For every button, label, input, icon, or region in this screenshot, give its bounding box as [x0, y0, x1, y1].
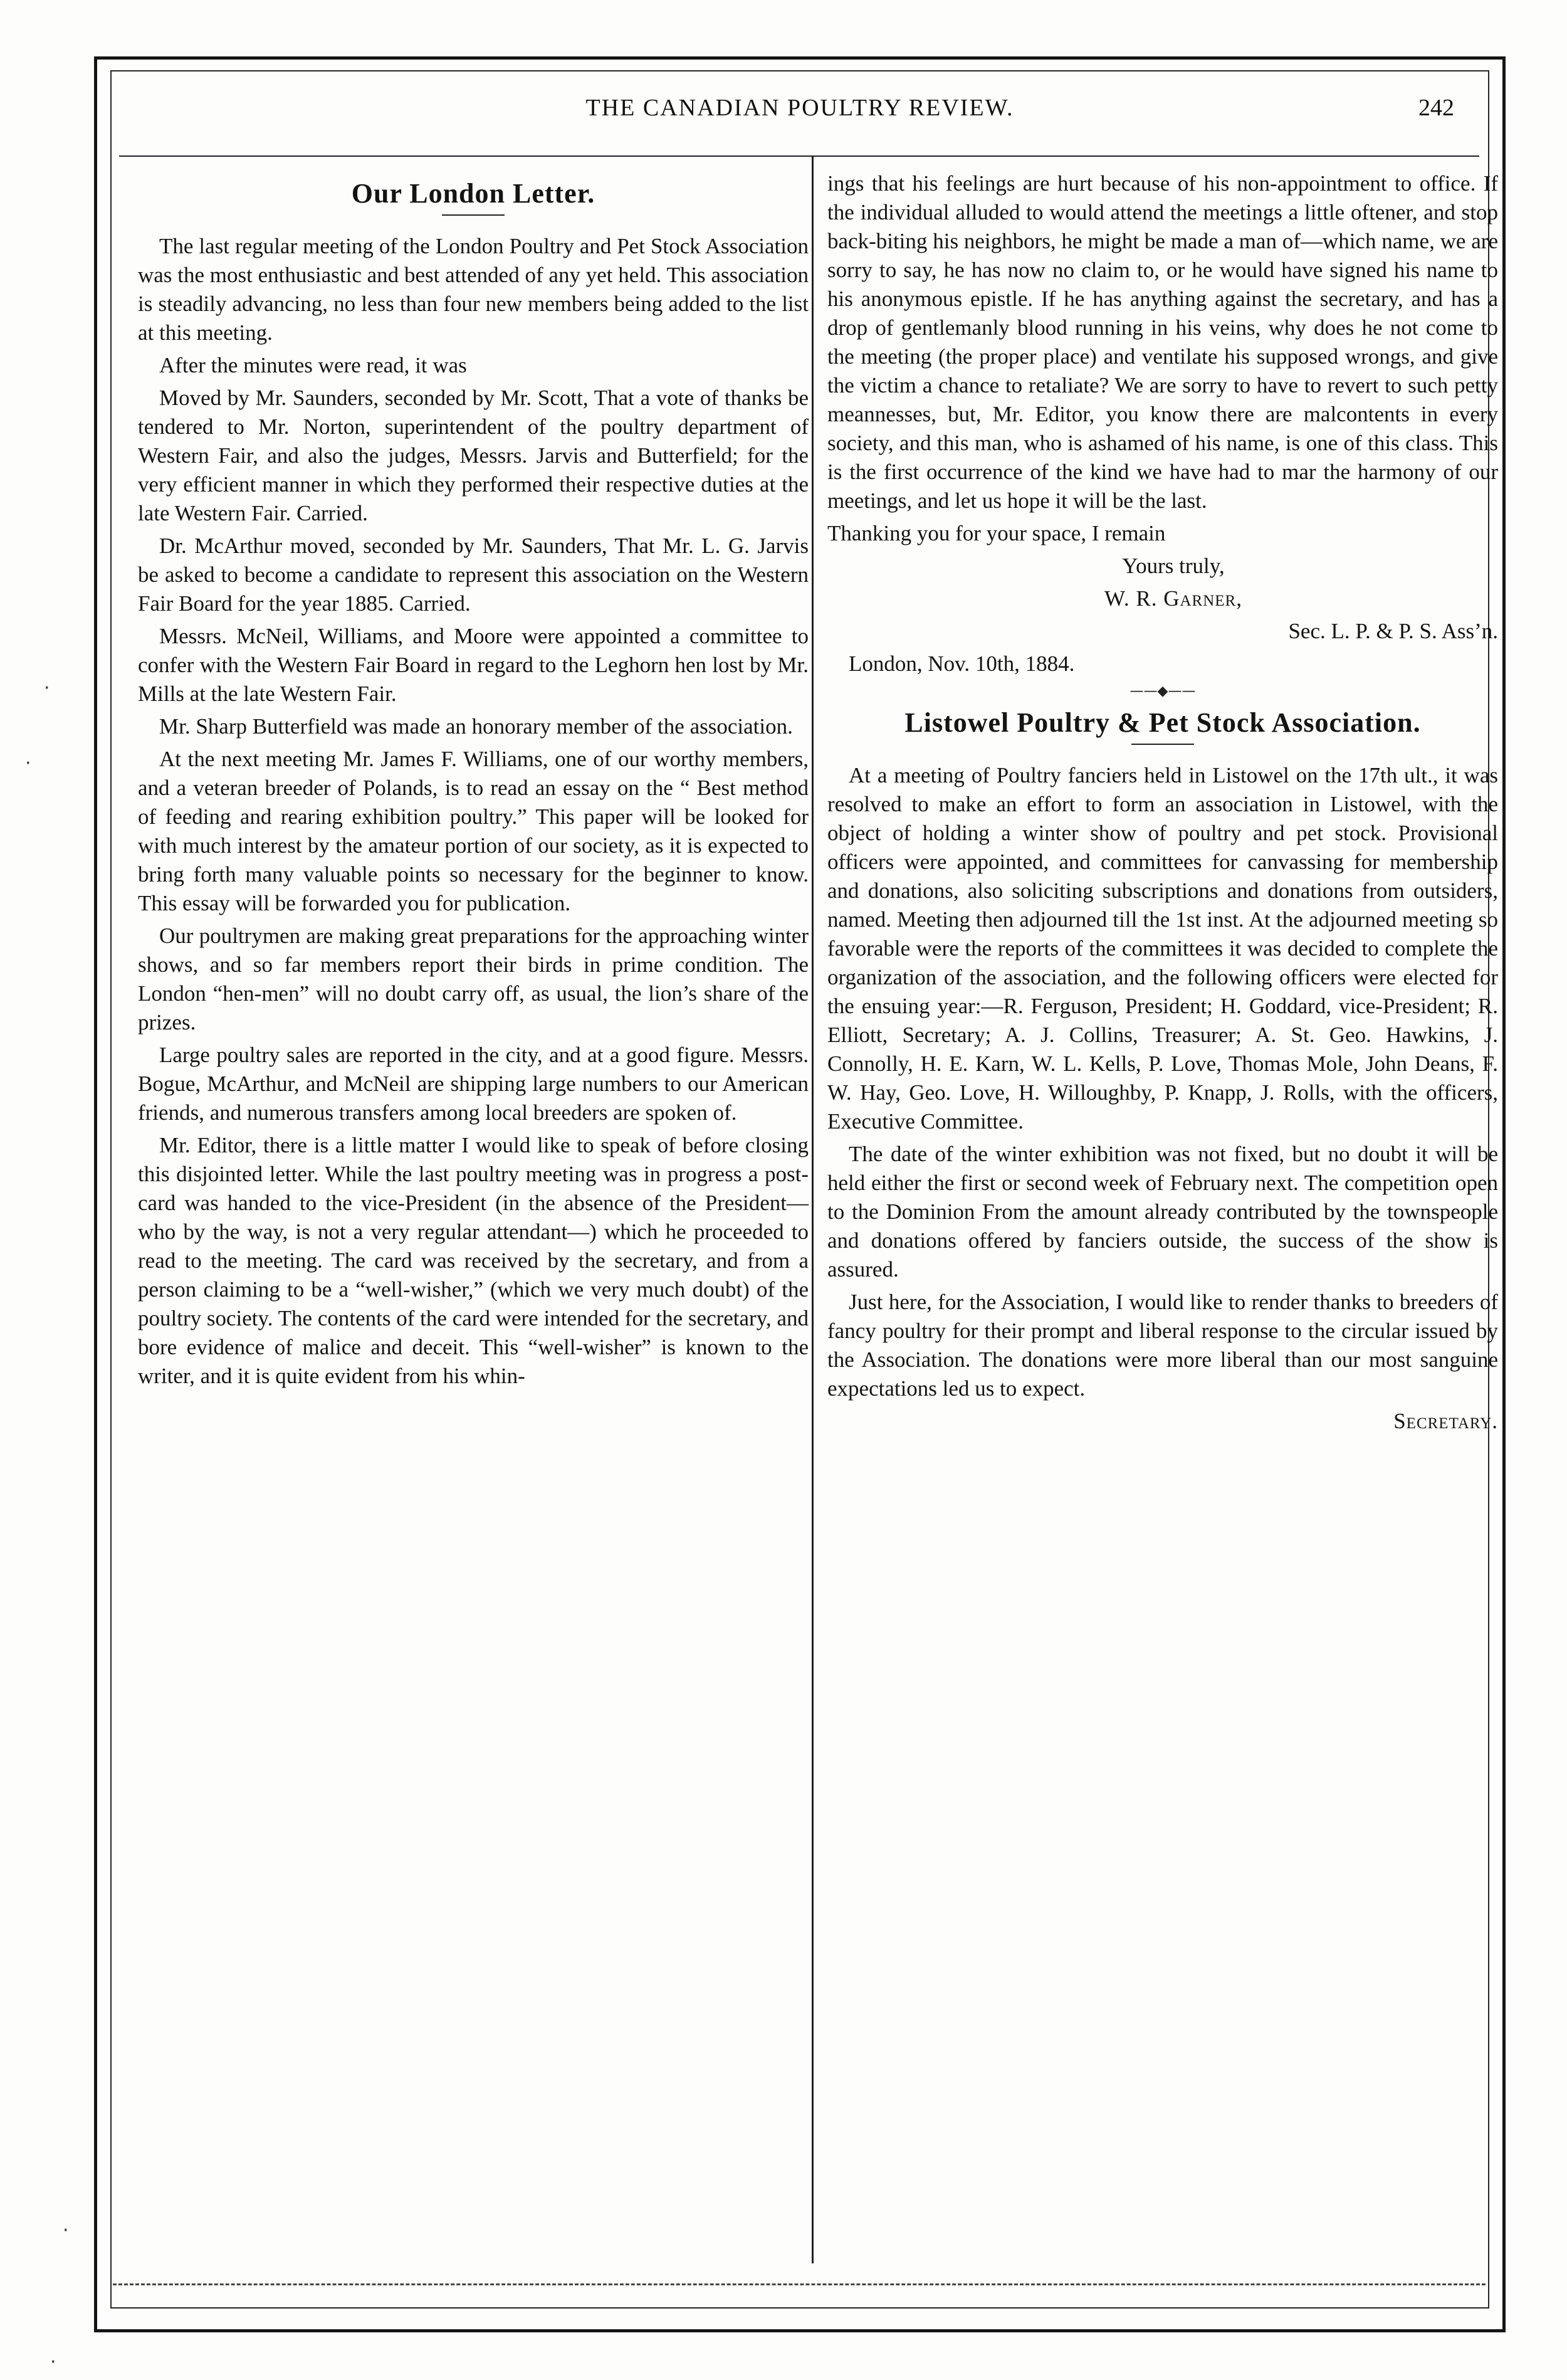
scan-speck: · — [44, 677, 50, 699]
page-title: THE CANADIAN POULTRY REVIEW. — [585, 95, 1014, 121]
column-divider — [812, 157, 814, 2263]
header-rule — [119, 155, 1479, 157]
right-column — [827, 169, 1498, 1440]
paragraph: Mr. Sharp Butterfield was made an honorary member of the association. — [159, 714, 793, 739]
left-column — [138, 169, 809, 1394]
paragraph: Our poultrymen are making great preparations for the approaching winter shows, and so far members report their birds in prime condition. The London “hen-men” will no doubt carry off, as usual, the lion’s share of the prizes. — [138, 924, 809, 1035]
scan-speck: · — [50, 2351, 56, 2373]
bottom-rule — [113, 2283, 1486, 2285]
paragraph: At the next meeting Mr. James F. Williams, one of our worthy members, and a veteran breeder of Polands, is to read an essay on the “ Best method of feeding and rearing exhibition poultry.” This paper will be looked for with much interest by the amateur portion of our society, as it is expected to bring forth many valuable points so necessary for the beginner to know. This essay will be forwarded you for publication. — [138, 747, 809, 915]
paragraph: Dr. McArthur moved, seconded by Mr. Saunders, That Mr. L. G. Jarvis be asked to become a candidate to represent this association on the Western Fair Board for the year 1885. Carried. — [138, 534, 809, 616]
article-heading-london-letter: Our London Letter. — [351, 178, 595, 209]
signature-name: W. R. Garner, — [1104, 586, 1242, 611]
signature-secretary: Secretary. — [1393, 1409, 1498, 1433]
scan-speck: · — [25, 752, 31, 774]
scan-speck: · — [63, 2219, 69, 2241]
paragraph: Messrs. McNeil, Williams, and Moore were appointed a committee to confer with the Western Fair Board in regard to the Leghorn hen lost by Mr. Mills at the late Western Fair. — [138, 624, 809, 706]
dateline: London, Nov. 10th, 1884. — [849, 651, 1075, 676]
paragraph: After the minutes were read, it was — [159, 353, 467, 377]
paragraph: The last regular meeting of the London Poultry and Pet Stock Association was the most enthusiastic and best attended of any yet held. This association is steadily advancing, no less than four new members being added to the list at this meeting. — [138, 234, 809, 345]
closing-line: Thanking you for your space, I remain — [827, 521, 1166, 545]
paragraph: At a meeting of Poultry fanciers held in Listowel on the 17th ult., it was resolved to make an effort to form an association in Listowel, with the object of holding a winter show of poultry and pet stock. Provisional officers were appointed, and committees for canvassing for membership and donations, also soliciting subscriptions and donations from outsiders, named. Meeting then adjourned till the 1st inst. At the adjourned meeting so favorable were the reports of the committees it was decided to complete the organization of the association, and the following officers were elected for the ensuing year:—R. Ferguson, President; H. Goddard, vice-President; R. Elliott, Secretary; A. J. Collins, Treasurer; A. St. Geo. Hawkins, J. Connolly, H. E. Karn, W. L. Kells, P. Love, Thomas Mole, John Deans, F. W. Hay, Geo. Love, H. Willoughby, P. Knapp, J. Rolls, with the officers, Executive Committee. — [827, 763, 1498, 1134]
paragraph: Just here, for the Association, I would like to render thanks to breeders of fancy poultry for their prompt and liberal response to the circular issued by the Association. The donations were more liberal than our most sanguine expectations led us to expect. — [827, 1290, 1498, 1401]
article-heading-listowel: Listowel Poultry & Pet Stock Association. — [904, 707, 1421, 738]
heading-rule — [442, 214, 505, 216]
sign-off: Yours truly, — [1122, 554, 1225, 578]
paragraph: Moved by Mr. Saunders, seconded by Mr. Scott, That a vote of thanks be tendered to Mr. Norton, superintendent of the poultry department of Western Fair, and also the judges, Messrs. Jarvis and Butterfield; for the very efficient manner in which they performed their respective duties at the late Western Fair. Carried. — [138, 386, 809, 525]
page-number: 242 — [1418, 95, 1454, 121]
paragraph: The date of the winter exhibition was not fixed, but no doubt it will be held either the first or second week of February next. The competition open to the Dominion From the amount already contributed by the townspeople and donations offered by fanciers outside, the success of the show is assured. — [827, 1142, 1498, 1282]
paragraph: Mr. Editor, there is a little matter I would like to speak of before closing this disjointed letter. While the last poultry meeting was in progress a post-card was handed to the vice-President (in the absence of the President—who by the way, is not a very regular attendant—) which he proceeded to read to the meeting. The card was received by the secretary, and from a person claiming to be a “well-wisher,” (which we very much doubt) of the poultry society. The contents of the card were intended for the secretary, and bore evidence of malice and deceit. This “well-wisher” is known to the writer, and it is quite evident from his whin- — [138, 1133, 809, 1388]
signature-title: Sec. L. P. & P. S. Ass’n. — [1288, 619, 1498, 643]
paragraph-continued: ings that his feelings are hurt because of his non-appointment to office. If the individual alluded to would attend the meetings a little oftener, and stop back-biting his neighbors, he might be made a man of—which name, we are sorry to say, he has now no claim to, or he would have signed his name to his anonymous epistle. If he has anything against the secretary, and has a drop of gentlemanly blood running in his veins, why does he not come to the meeting (the proper place) and ventilate his supposed wrongs, and give the victim a chance to retaliate? We are sorry to have to revert to such petty meannesses, but, Mr. Editor, you know there are malcontents in every society, and this man, who is ashamed of his name, is one of this class. This is the first occurrence of the kind we have had to mar the harmony of our meetings, and let us hope it will be the last. — [827, 171, 1498, 513]
paragraph: Large poultry sales are reported in the city, and at a good figure. Messrs. Bogue, McArthur, and McNeil are shipping large numbers to our American friends, and numerous transfers among local breeders are spoken of. — [138, 1043, 809, 1125]
heading-rule — [1131, 744, 1194, 745]
ornament-divider: ——◆—— — [1129, 683, 1196, 699]
